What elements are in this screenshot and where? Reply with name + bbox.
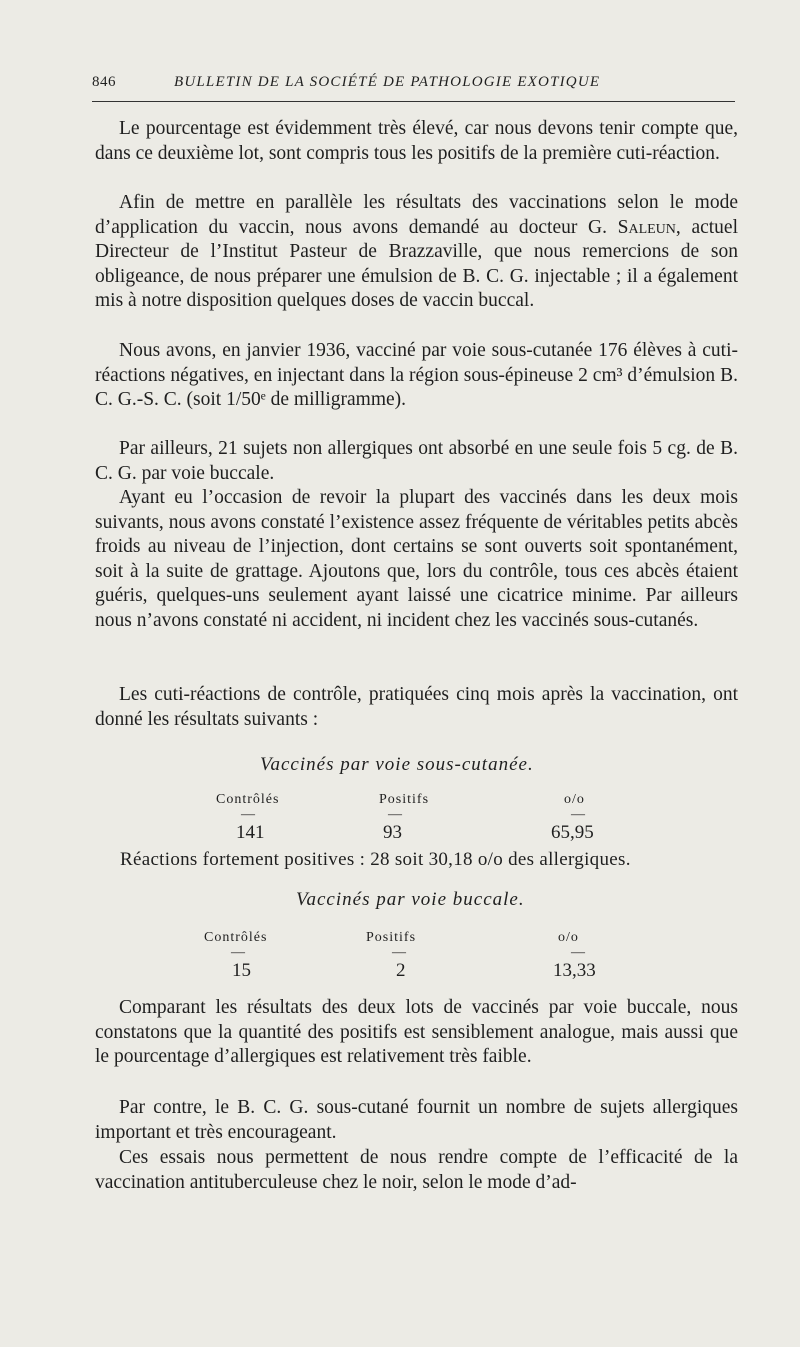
- table2-col-positifs: Positifs: [366, 930, 417, 945]
- table1-col-percent: o/o: [564, 792, 585, 807]
- table2-value-percent: 13,33: [553, 960, 596, 981]
- paragraph-3: Nous avons, en janvier 1936, vacciné par voie sous-cutanée 176 élèves à cuti-réactions négatives, en injectant dans la région sous-épineuse 2 cm³ d’émulsion B. C. G.-S. C. (soit 1/50ᵉ de milligramme).: [95, 340, 738, 411]
- table1-value-percent: 65,95: [551, 822, 594, 843]
- paragraph-8: Par contre, le B. C. G. sous-cutané fournit un nombre de sujets allergiques important et très encourageant.: [95, 1097, 738, 1143]
- table2-dash: —: [231, 945, 245, 960]
- paragraph-7: Comparant les résultats des deux lots de vaccinés par voie buccale, nous constatons que la quantité des positifs est sensiblement analogue, mais aussi que le pourcentage d’allergiques est relativement très faible.: [95, 997, 738, 1068]
- table1-value-controles: 141: [236, 822, 265, 843]
- table1-dash: —: [571, 807, 585, 822]
- table1-col-positifs: Positifs: [379, 792, 430, 807]
- table2-value-positifs: 2: [396, 960, 406, 981]
- table2-col-controles: Contrôlés: [204, 930, 268, 945]
- table1-note: Réactions fortement positives : 28 soit 30,18 o/o des allergiques.: [120, 849, 631, 870]
- table2-title: Vaccinés par voie buccale.: [296, 889, 525, 910]
- paragraph-2: Afin de mettre en parallèle les résultats des vaccinations selon le mode d’application du vaccin, nous avons demandé au docteur G. Saleun, actuel Directeur de l’Institut Pasteur de Brazzaville, que nous remercions de son obligeance, de nous préparer une émulsion de B. C. G. injectable ; il a également mis à notre disposition quelques doses de vaccin buccal.: [95, 192, 738, 312]
- header-rule: [92, 101, 735, 102]
- author-name: Saleun: [617, 216, 676, 238]
- table1-value-positifs: 93: [383, 822, 402, 843]
- paragraph-9: Ces essais nous permettent de nous rendre compte de l’efficacité de la vaccination antituberculeuse chez le noir, selon le mode d’ad-: [95, 1147, 738, 1193]
- page-number: 846: [92, 74, 116, 90]
- paragraph-6: Les cuti-réactions de contrôle, pratiquées cinq mois après la vaccination, ont donné les résultats suivants :: [95, 684, 738, 730]
- table1-dash: —: [241, 807, 255, 822]
- table2-value-controles: 15: [232, 960, 251, 981]
- table2-col-percent: o/o: [558, 930, 579, 945]
- journal-title: BULLETIN DE LA SOCIÉTÉ DE PATHOLOGIE EXOTIQUE: [174, 74, 601, 90]
- table1-title: Vaccinés par voie sous-cutanée.: [260, 754, 534, 775]
- table2-dash: —: [571, 945, 585, 960]
- paragraph-1: Le pourcentage est évidemment très élevé, car nous devons tenir compte que, dans ce deuxième lot, sont compris tous les positifs de la première cuti-réaction.: [95, 118, 738, 164]
- paragraph-5: Ayant eu l’occasion de revoir la plupart des vaccinés dans les deux mois suivants, nous avons constaté l’existence assez fréquente de véritables petits abcès froids au niveau de l’injection, dont certains se sont ouverts soit spontanément, soit à la suite de grattage. Ajoutons que, lors du contrôle, tous ces abcès étaient guéris, quelques-uns seulement ayant laissé une cicatrice minime. Par ailleurs nous n’avons constaté ni accident, ni incident chez les vaccinés sous-cutanés.: [95, 487, 738, 631]
- table1-dash: —: [388, 807, 402, 822]
- table1-col-controles: Contrôlés: [216, 792, 280, 807]
- table2-dash: —: [392, 945, 406, 960]
- paragraph-4: Par ailleurs, 21 sujets non allergiques ont absorbé en une seule fois 5 cg. de B. C. G. par voie buccale.: [95, 438, 738, 484]
